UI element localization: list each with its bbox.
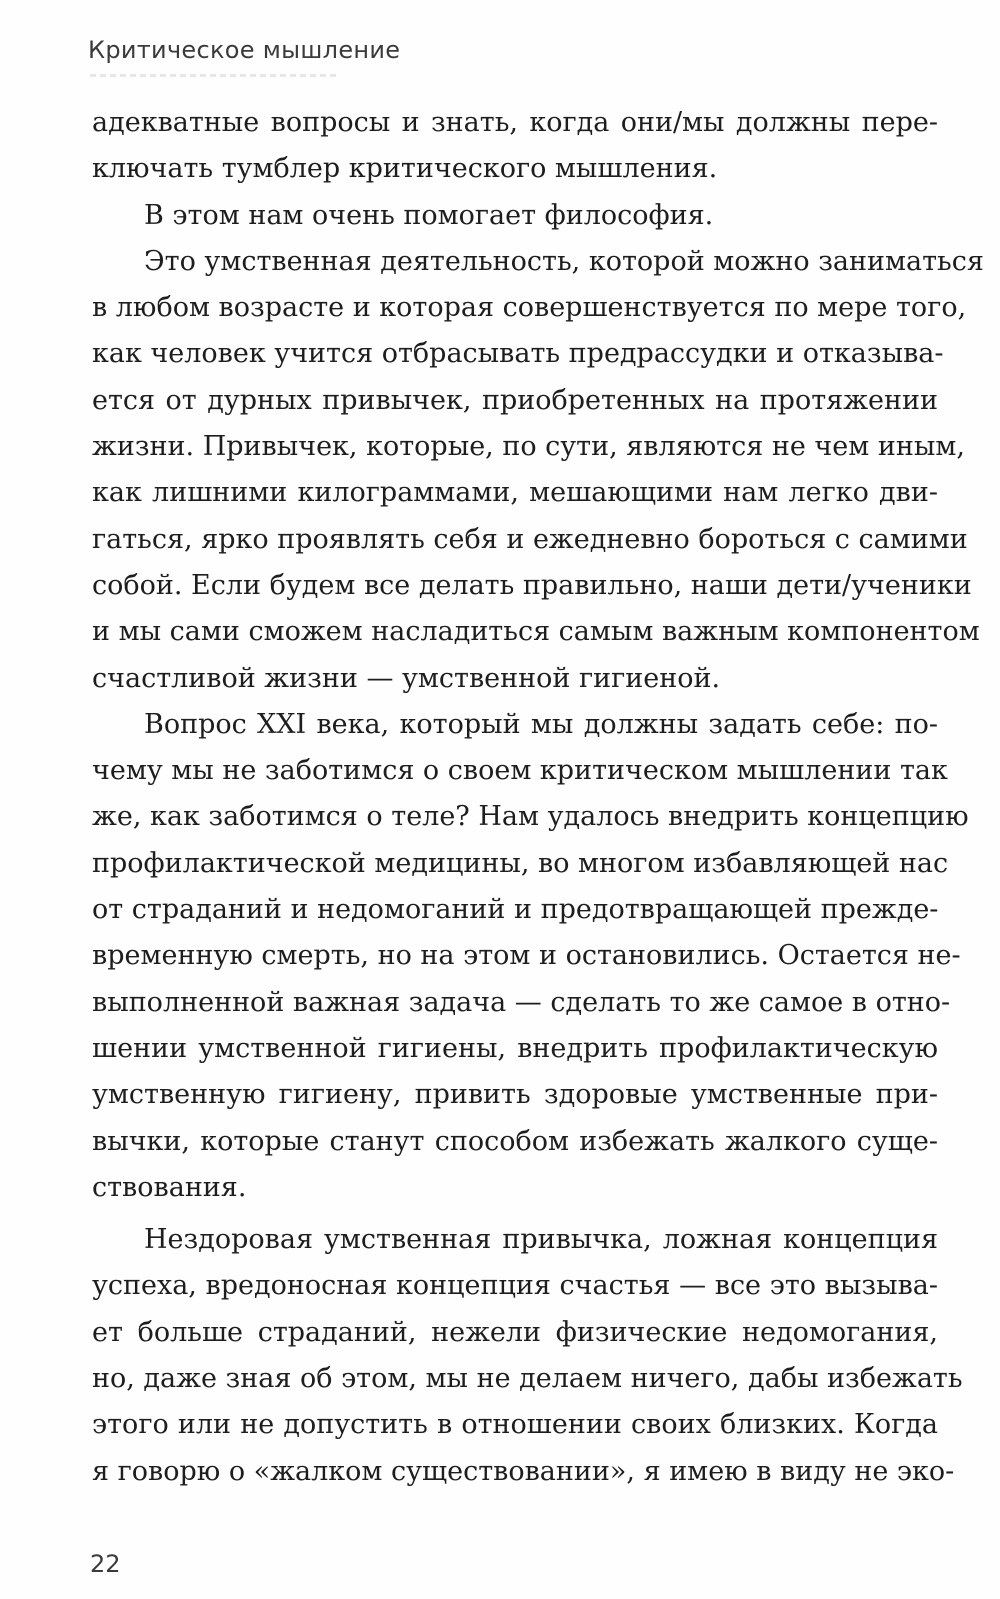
header-rule [90, 74, 340, 77]
text-line: успеха, вредоносная концепция счастья — все это вызыва- [92, 1270, 938, 1302]
text-line: выполненной важная задача — сделать то же самое в отно- [92, 986, 951, 1018]
body-text [92, 100, 984, 1495]
text-line: ствования. [92, 1171, 247, 1203]
text-line: Это умственная деятельность, которой можно заниматься [144, 245, 984, 277]
text-line: умственную гигиену, привить здоровые умственные при- [92, 1079, 938, 1111]
text-line: как человек учится отбрасывать предрассудки и отказыва- [92, 338, 944, 370]
text-line: счастливой жизни — умственной гигиеной. [92, 662, 721, 694]
text-line: от страданий и недомоганий и предотвращающей прежде- [92, 894, 939, 926]
text-line: собой. Если будем все делать правильно, наши дети/ученики [92, 569, 972, 601]
page-number: 22 [90, 1550, 121, 1578]
text-line: ется от дурных привычек, приобретенных на протяжении [92, 384, 938, 416]
text-line: но, даже зная об этом, мы не делаем ничего, дабы избежать [92, 1363, 963, 1395]
text-line: как лишними килограммами, мешающими нам легко дви- [92, 477, 938, 509]
text-line: ет больше страданий, нежели физические недомогания, [92, 1316, 938, 1348]
text-line: Вопрос XXI века, который мы должны задать себе: по- [144, 708, 938, 740]
paragraph [92, 702, 969, 1211]
text-line: ключать тумблер критического мышления. [92, 153, 718, 185]
text-line: и мы сами сможем насладиться самым важным компонентом [92, 616, 980, 648]
text-line: гаться, ярко проявлять себя и ежедневно бороться с самими [92, 523, 968, 555]
text-line: же, как заботимся о теле? Нам удалось внедрить концепцию [92, 801, 969, 833]
text-line: временную смерть, но на этом и остановились. Остается не- [92, 940, 961, 972]
text-line: адекватные вопросы и знать, когда они/мы должны пере- [92, 107, 938, 138]
running-head: Критическое мышление [88, 36, 401, 64]
text-line: вычки, которые станут способом избежать жалкого суще- [92, 1125, 938, 1157]
paragraph [92, 239, 984, 702]
text-line: этого или не допустить в отношении своих близких. Когда [92, 1409, 938, 1441]
text-line: шении умственной гигиены, внедрить профилактическую [92, 1032, 938, 1064]
text-line: в любом возрасте и которая совершенствуется по мере того, [92, 292, 967, 324]
text-line: я говорю о «жалком существовании», я имею в виду не эко- [92, 1455, 955, 1487]
text-line: чему мы не заботимся о своем критическом мышлении так [92, 755, 948, 787]
text-line: жизни. Привычек, которые, по сути, являются не чем иным, [92, 431, 965, 463]
paragraph [92, 193, 938, 239]
paragraph-continuation [92, 100, 938, 193]
text-line: В этом нам очень помогает философия. [144, 199, 714, 231]
text-line: профилактической медицины, во многом избавляющей нас [92, 847, 949, 879]
paragraph [92, 1217, 963, 1495]
text-line: Нездоровая умственная привычка, ложная концепция [144, 1224, 938, 1256]
